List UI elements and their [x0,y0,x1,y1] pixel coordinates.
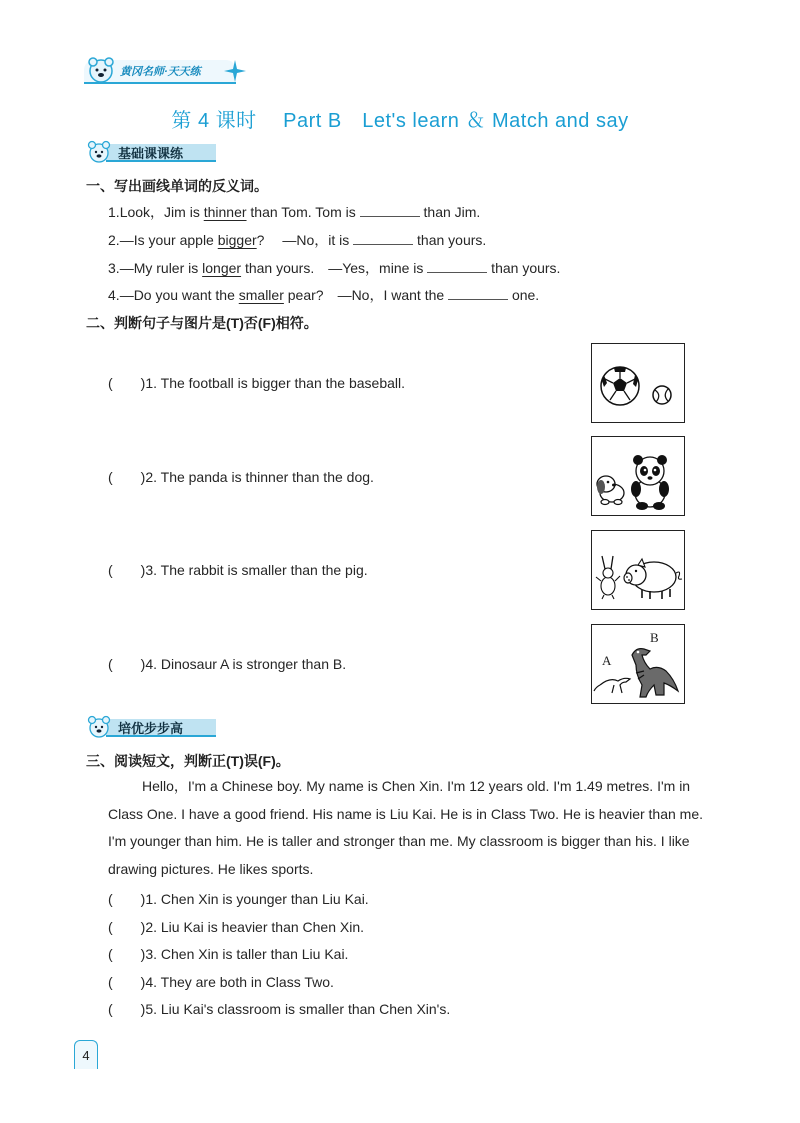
dinosaur-a-label: A [602,653,612,668]
page-title: 第 4 课时 Part B Let's learn ＆ Match and say [171,110,629,132]
underlined-word: smaller [238,287,284,303]
page-number: 4 [74,1040,98,1069]
q1-item-4: 4.—Do you want the smaller pear? —No，I want the one. [108,287,540,303]
picture-football-baseball [591,343,685,423]
section-label: 基础课课练 [118,146,184,161]
dog-panda-image [592,437,684,515]
picture-dog-panda [591,436,685,516]
q2-item-1: ( )1. The football is bigger than the baseball. [108,375,406,391]
reading-passage: Hello，I'm a Chinese boy. My name is Chen Xin. I'm 12 years old. I'm 1.49 metres. I'm in Class One. I have a good friend. His name is Liu Kai. He is in Class Two. He is heavier than me. I'm younger than him. He is taller and stronger than me. My classroom is bigger than his. I like drawing pictures. He likes sports. [108,778,704,877]
underlined-word: bigger [217,232,257,248]
q1-item-1: 1.Look，Jim is thinner than Tom. Tom is than Jim. [108,204,481,220]
underlined-word: longer [202,260,242,276]
q1-item-3: 3.—My ruler is longer than yours. —Yes，mine is than yours. [108,260,561,276]
sparkle-star-icon [224,60,246,82]
answer-blank[interactable] [353,232,413,245]
bear-mascot-icon [86,140,112,164]
q3-item-3: ( )3. Chen Xin is taller than Liu Kai. [108,946,349,962]
header-banner [84,56,244,88]
q3-item-2: ( )2. Liu Kai is heavier than Chen Xin. [108,919,365,935]
q3-item-5: ( )5. Liu Kai's classroom is smaller than Chen Xin's. [108,1001,451,1017]
q2-item-2: ( )2. The panda is thinner than the dog. [108,469,374,485]
q3-item-4: ( )4. They are both in Class Two. [108,974,334,990]
picture-rabbit-pig [591,530,685,610]
series-title: 黄冈名师·天天练 [120,66,201,78]
q3-item-1: ( )1. Chen Xin is younger than Liu Kai. [108,891,369,907]
q1-item-2: 2.—Is your apple bigger? —No，it is than yours. [108,232,487,248]
answer-blank[interactable] [448,287,508,300]
q2-heading: 二、判断句子与图片是(T)否(F)相符。 [86,315,318,331]
q2-item-4: ( )4. Dinosaur A is stronger than B. [108,656,347,672]
football-baseball-image [592,344,684,422]
q3-heading: 三、阅读短文，判断正(T)误(F)。 [86,753,290,769]
picture-dinosaurs [591,624,685,704]
answer-blank[interactable] [360,204,420,217]
bear-mascot-icon [86,56,116,84]
underlined-word: thinner [203,204,247,220]
bear-mascot-icon [86,715,112,739]
q1-heading: 一、写出画线单词的反义词。 [86,178,268,194]
section-tag-basic [86,140,226,164]
q2-item-3: ( )3. The rabbit is smaller than the pig. [108,562,368,578]
rabbit-pig-image [592,531,684,609]
answer-blank[interactable] [427,260,487,273]
dinosaur-b-label: B [650,630,659,645]
section-tag-improve [86,715,226,739]
section-label: 培优步步高 [118,721,184,736]
